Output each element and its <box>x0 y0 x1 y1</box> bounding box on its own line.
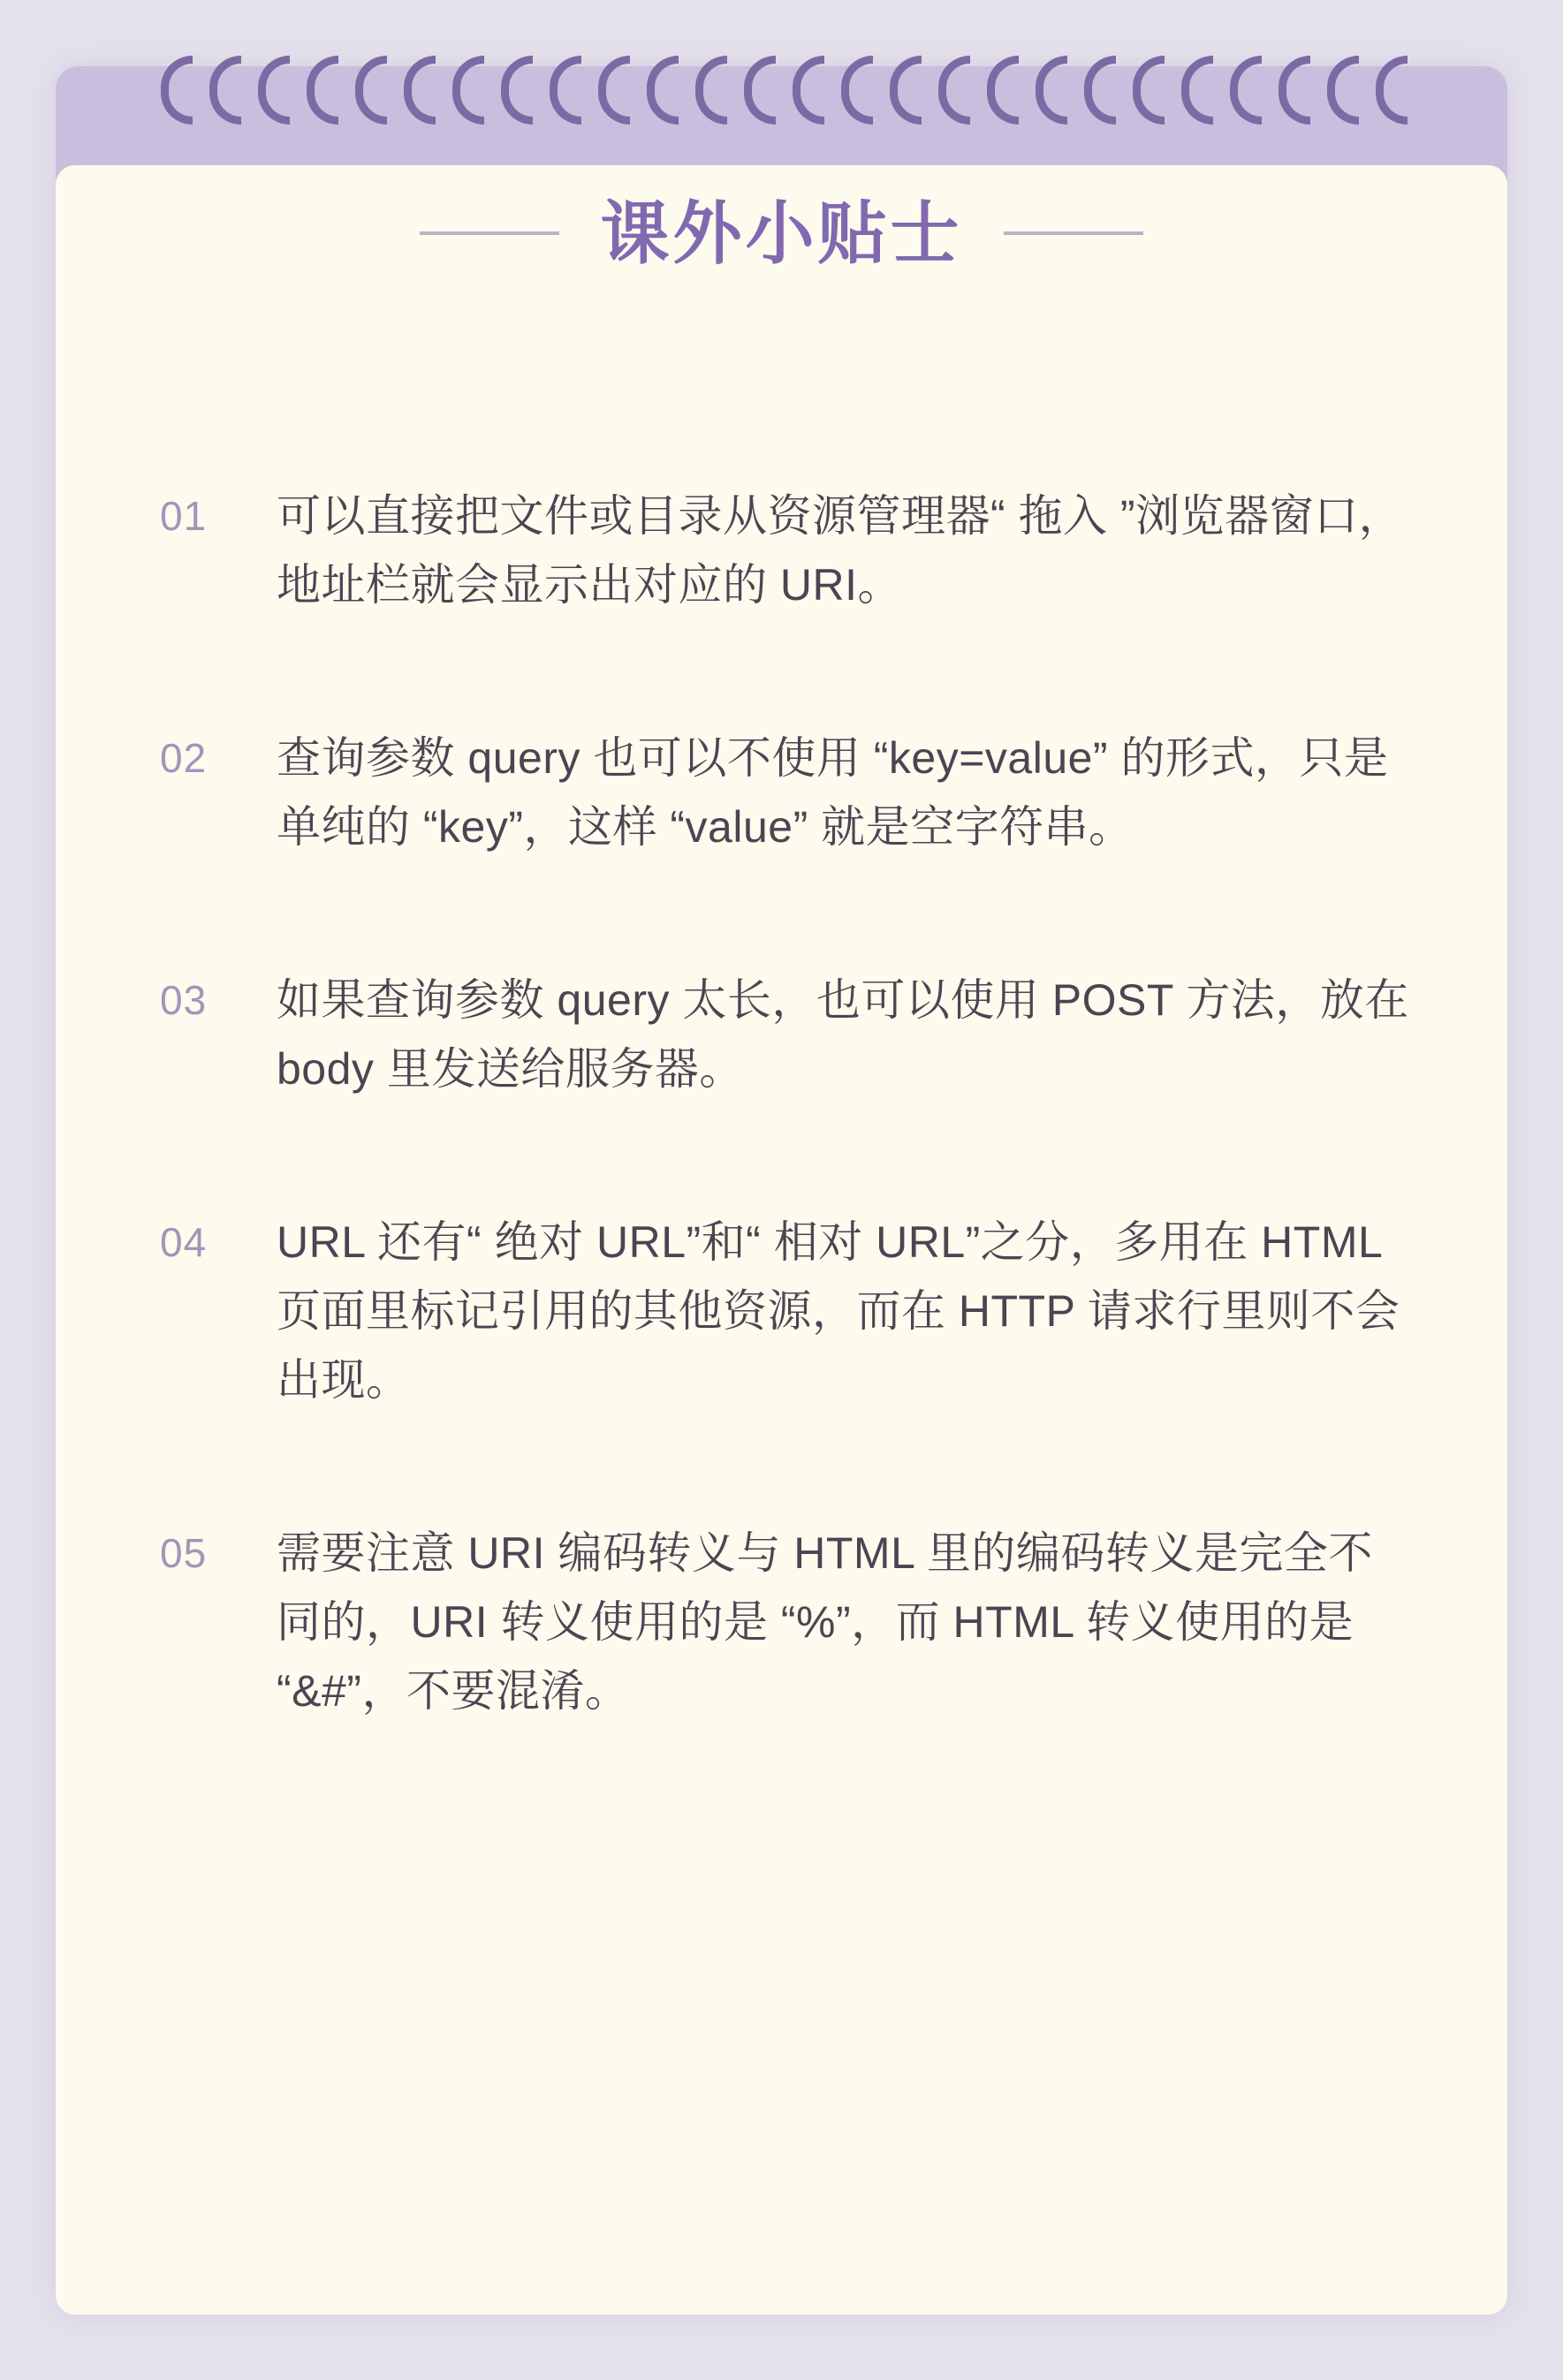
list-item-number: 04 <box>160 1219 208 1265</box>
spiral-ring-icon <box>1084 56 1116 125</box>
spiral-ring-icon <box>987 56 1019 125</box>
spiral-ring-icon <box>1036 56 1067 125</box>
title-text: 课外小贴士 <box>600 194 963 272</box>
list-item <box>160 1208 1410 1414</box>
spiral-ring-icon <box>1133 56 1165 125</box>
page-title <box>56 194 1507 272</box>
list-item <box>160 1519 1410 1725</box>
spiral-ring-icon <box>355 56 387 125</box>
spiral-rings <box>56 56 1507 162</box>
list-item-number: 01 <box>160 493 208 539</box>
list-item <box>160 724 1410 861</box>
list-item-text: URL 还有“ 绝对 URL”和“ 相对 URL”之分，多用在 HTML 页面里标记引用的其他资源，而在 HTTP 请求行里则不会出现。 <box>277 1217 1400 1405</box>
spiral-ring-icon <box>258 56 290 125</box>
list-item-text: 查询参数 query 也可以不使用 “key=value” 的形式，只是单纯的 “key”，这样 “value” 就是空字符串。 <box>277 733 1389 852</box>
list-item-number: 03 <box>160 977 208 1023</box>
list-item-text: 如果查询参数 query 太长，也可以使用 POST 方法，放在 body 里发送给服务器。 <box>277 975 1409 1094</box>
spiral-ring-icon <box>647 56 679 125</box>
spiral-ring-icon <box>1278 56 1310 125</box>
spiral-ring-icon <box>307 56 338 125</box>
spiral-ring-icon <box>744 56 776 125</box>
spiral-ring-icon <box>1376 56 1407 125</box>
spiral-ring-icon <box>209 56 241 125</box>
list-item <box>160 481 1410 619</box>
spiral-ring-icon <box>841 56 873 125</box>
spiral-ring-icon <box>598 56 630 125</box>
spiral-ring-icon <box>452 56 484 125</box>
spiral-ring-icon <box>695 56 727 125</box>
spiral-ring-icon <box>1181 56 1213 125</box>
title-rule-left <box>420 231 559 235</box>
spiral-ring-icon <box>1327 56 1359 125</box>
list-item-text: 需要注意 URI 编码转义与 HTML 里的编码转义是完全不同的，URI 转义使用的是 “%”，而 HTML 转义使用的是 “&#”，不要混淆。 <box>277 1528 1373 1716</box>
spiral-ring-icon <box>793 56 824 125</box>
spiral-ring-icon <box>161 56 193 125</box>
list-item-text: 可以直接把文件或目录从资源管理器“ 拖入 ”浏览器窗口，地址栏就会显示出对应的 URI。 <box>277 491 1404 610</box>
tips-list <box>56 481 1507 1725</box>
list-item-number: 02 <box>160 735 208 781</box>
list-item-number: 05 <box>160 1530 208 1576</box>
tips-card <box>56 66 1507 2315</box>
spiral-ring-icon <box>404 56 436 125</box>
spiral-ring-icon <box>938 56 970 125</box>
list-item <box>160 966 1410 1103</box>
title-rule-right <box>1004 231 1143 235</box>
spiral-ring-icon <box>1230 56 1262 125</box>
spiral-ring-icon <box>550 56 581 125</box>
spiral-ring-icon <box>501 56 533 125</box>
spiral-ring-icon <box>890 56 922 125</box>
